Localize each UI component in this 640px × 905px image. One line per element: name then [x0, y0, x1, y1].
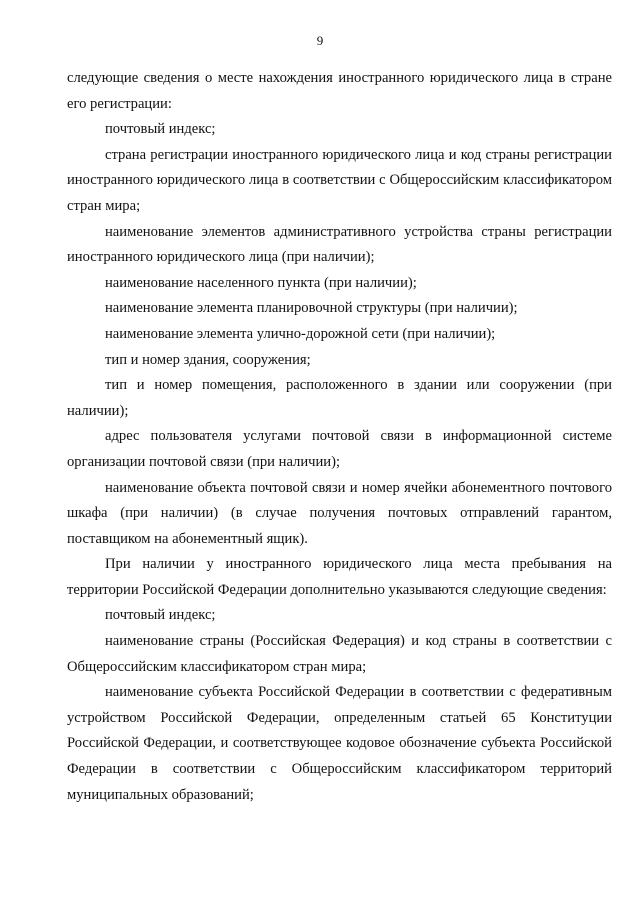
paragraph-postal-code-russia: почтовый индекс; [105, 607, 216, 624]
paragraph-premises: тип и номер помещения, расположенного в здании или сооружении (при наличии); [67, 377, 612, 419]
paragraph-russia-stay-intro: При наличии у иностранного юридического лица места пребывания на территории Российской Федерации дополнительно указываются следующие сведения: [67, 556, 612, 598]
paragraph-country-code: страна регистрации иностранного юридического лица и код страны регистрации иностранного юридического лица в соответствии с Общероссийским классификатором стран мира; [67, 146, 612, 214]
paragraph-building: тип и номер здания, сооружения; [105, 351, 311, 368]
paragraph-postal-code: почтовый индекс; [105, 121, 216, 138]
paragraph-admin-units: наименование элементов административного устройства страны регистрации иностранного юридического лица (при наличии); [67, 223, 612, 266]
paragraph-post-office-box: наименование объекта почтовой связи и номер ячейки абонементного почтового шкафа (при наличии) (в случае получения почтовых отправлений гарантом, поставщиком на абонементный ящик). [67, 479, 612, 547]
document-body [67, 66, 612, 808]
paragraph-settlement: наименование населенного пункта (при наличии); [105, 274, 417, 291]
paragraph-federal-subject: наименование субъекта Российской Федерации в соответствии с федеративным устройством Российской Федерации, определенным статьей 65 Конституции Российской Федерации, и соответствующее кодовое обозначение субъекта Российской Федерации в соответствии с Общероссийским классификатором территорий муниципальных образований; [67, 684, 612, 803]
paragraph-postal-user-address: адрес пользователя услугами почтовой связи в информационной системе организации почтовой связи (при наличии); [67, 428, 612, 470]
page-number: 9 [316, 33, 324, 48]
paragraph-planning-structure: наименование элемента планировочной структуры (при наличии); [105, 300, 518, 317]
paragraph-country-russia: наименование страны (Российская Федерация) и код страны в соответствии с Общероссийским классификатором стран мира; [67, 633, 612, 675]
paragraph-location-intro: следующие сведения о месте нахождения иностранного юридического лица в стране его регистрации: [67, 70, 612, 112]
paragraph-street-network: наименование элемента улично-дорожной сети (при наличии); [105, 325, 496, 342]
